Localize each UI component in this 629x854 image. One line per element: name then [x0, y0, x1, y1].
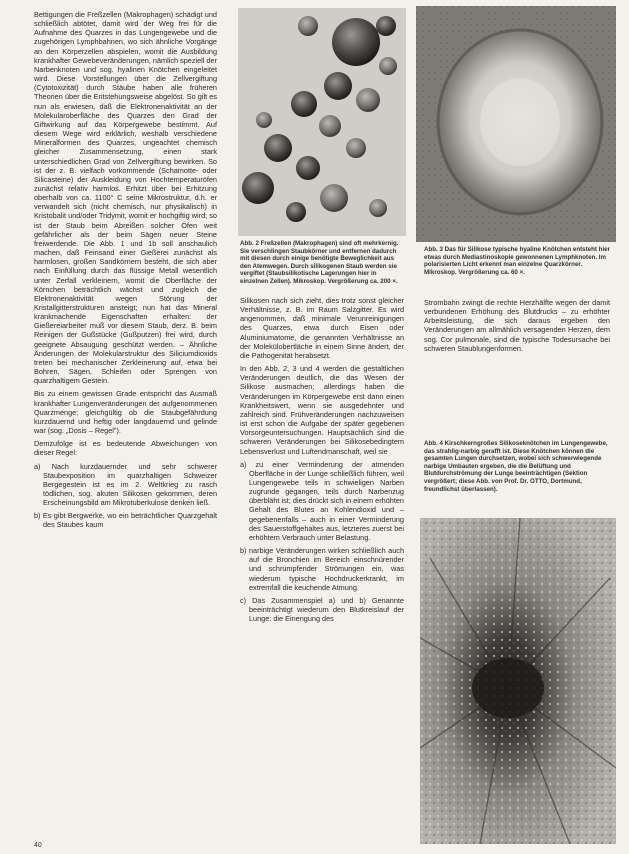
paragraph: In den Abb. 2, 3 und 4 werden die gestaltlichen Veränderungen deutlich, die das Wesen der Silikose ausmachen; allerdings haben die Veränderungen im Körpergewebe erst dann einen Krankheitswert, wenn sie ausgedehnter und zahlreich sind. Frühveränderungen nachzuweisen ist erst schon die Aufgabe der später gegebenen Vorsorgeuntersuchungen. Hauptsächlich sind die schweren Veränderungen bei Silikosebedingtem Lebensverlust und Luftendmanschaft, weil sie — [240, 364, 404, 456]
list-item: c) Das Zusammenspiel a) und b) Genannte beeinträchtigt wiederum den Blutkreislauf der Lunge: die Einengung des — [240, 595, 404, 624]
figure-2-macrophage-micrograph — [238, 8, 406, 236]
micrograph-image — [238, 8, 406, 236]
paragraph: Bis zu einem gewissen Grade entspricht das Ausmaß krankhafter Lungenveränderungen der aufgenommenen Quarzmenge; gleichgültig ob die Staubgefährdung kurzdauernd und heftig oder langdauernd und gelinde war (sog. „Dosis – Regel"). — [34, 389, 217, 436]
paragraph: Silikosen nach sich zieht, dies trotz sonst gleicher Verhältnisse, z. B. im Raum Salzgitter. Es wird angenommen, daß minimale Verunreinigungen des Quarzes, etwa durch Eisen oder Aluminiumatome, die genannten Verhältnisse an der Molekülobertläche in einem Sinne ändert, der die Pathogenität herabsetzt. — [240, 296, 404, 360]
list-item: a) zu einer Verminderung der atmenden Oberfläche in der Lunge schließlich führen, weil Lungengewebe teils in schwieligen Narben zugrunde gegangen, teils durch Narbenzug überbläht ist; dies drückt sich in einem erhöhten Gehalt des Blutes an Kohlendioxid und – gegebenenfalls – auch in einer Verminderung des Sauerstoffgehaltes aus, letzteres zuerst bei erhöhtem Verbrauch unter Belastung. — [240, 459, 404, 542]
list-item: b) Es gibt Bergwerke, wo ein beträchtlicher Quarzgehalt des Staubes kaum — [34, 511, 217, 530]
figure-2-caption: Abb. 2 Freßzellen (Makrophagen) sind oft mehrkernig. Sie verschlingen Staubkörner und entfernen dadurch mit diesen durch einige benötigte Beweglichkeit aus den Atemwegen. Durch silikogenen Staub werden sie vergiftet (Staubsilikotische Lagerungen hier in einzelnen Zellen). Mikroskop. Vergrößerung ca. 200 ×. — [240, 240, 399, 285]
figure-4-silicotic-nodule-photo — [420, 518, 616, 844]
text-column-left — [34, 10, 217, 836]
micrograph-image — [416, 6, 616, 242]
paragraph: Demzufolge ist es bedeutende Abweichungen von dieser Regel: — [34, 439, 217, 458]
paragraph: Bettigungen die Freßzellen (Makrophagen) schädigt und schließlich abtötet, damit wird der Weg frei für die Aufnahme des Quarzes in das Lungengewebe und die zugehörigen Lymphbahnen, wo sich ähnliche Vorgänge an den Körperzellen abspielen, womit die Ausbildung krankhafter Gewebeveränderungen, nämlich speziell der Narbenknoten und sog. hyalinen Knötchen eingeleitet wird. Diese Vorstellungen über die Zellvergiftung (Cytotoxizität) durch Stäube haben alle früheren Theorien über die Entstehungsweise abgelöst. So gilt es nun als erwiesen, daß die Elektronenaktivität an der Molekularoberfläche des Quarzes den Grad der Giftwirkung auf das Körpergewebe bestimmt. Auf diesem Wege wird erklärlich, weshalb verschiedene Mineralformen des Quarzes, ungeachtet chemisch gleicher Zusammensetzung, einen stark unterschiedlichen Grad von Zellvergiftung bewirken. So ist der z. B. vielfach vorkommende (Schamotte- oder Silicasteine) der Auskleidung von Hochtemperaturöfen zunächst relativ harmlos. Erhitzt über bei Erhitzung oberhalb von ca. 1100° C seine Mikrostruktur, d.h. er verwandelt sich (nicht chemisch, nur physikalisch) in Kristobalit und/oder Tridymit, womit er hochgiftig wird; so ist der Staub beim Abreißen solcher Öfen weit gefährlicher als der beim Sägen neuer Steine freiwerdende. Die Abb. 1 und 1b soll anschaulich machen, daß Feinsand einer Gießerei zunächst als harmlosen, großen Sandkörnern besteht, die sich aber nach Einfüllung durch das flüssige Metall wesentlich unter Zerfall verkleinern, womit die Oberfläche der Körnchen beträchtlich wächst und zugleich die Elektronenaktivität wegen Störung der Kristallgitterstrukturen ansteigt; nun hat das Mineral krankmachende Eigenschaften erhalten: der Gießereiarbeiter muß vor diesem Staub, derz. B. beim Reinigen der Gußstücke (Gußputzen) frei wird, durch geeignete Absaugung geschützt werden. – Ähnliche Änderungen der Molekularstruktur des Siliciumdioxids treten bei mechanischer Zerkleinerung auf, etwa bei Bohren, Sägen, Schleifen oder Sprengen von quarzhaltigem Gestein. — [34, 10, 217, 386]
page-number: 40 — [34, 842, 42, 849]
enumerated-list — [34, 462, 217, 530]
list-item: b) narbige Veränderungen wirken schließlich auch auf die Bronchien im Bereich einschnürender und schrumpfender Strömungen ein, was wiederum typische Hochdruckerkrankt, im extremfall die keuchende Atmung. — [240, 546, 404, 592]
micrograph-image — [420, 518, 616, 844]
figure-4-caption: Abb. 4 Kirschkerngroßes Silikoseknötchen im Lungengewebe, das strahlig-narbig gerafft ist. Diese Knötchen können die gesamten Lungen durchsetzen, wobei sich schwerwiegende narbige Umbauten ergeben, die die Belüftung und Blutdurchströmung der Lunge beeinträchtigen (Sektion vergrößert; diese Abb. von Prof. Dr. OTTO, Dortmund, freundlichst überlassen). — [424, 440, 608, 493]
enumerated-list — [240, 460, 404, 624]
paragraph: Strombahn zwingt die rechte Herzhälfte wegen der damit verbundenen Erhöhung des Blutdrucks – zu erhöhter Arbeitsleistung, die sich daraus ergeben den Veränderungen am allmählich versagenden Herzen, dem sog. Cor pulmonale, sind die typische Todesursache bei schweren Staublungenformen. — [424, 298, 610, 353]
figure-3-caption: Abb. 3 Das für Silikose typische hyaline Knötchen entsteht hier etwas durch Mediastinoskopie gewonnenen Lymphknoten. Im polarisierten Licht erkennt man einzelne Quarzkörner. Mikroskop. Vergrößerung ca. 60 ×. — [424, 246, 611, 276]
figure-3-hyaline-nodule-micrograph — [416, 6, 616, 242]
text-column-middle — [240, 296, 404, 836]
text-column-right — [424, 298, 610, 436]
list-item: a) Nach kurzdauernder und sehr schwerer Staubexposition im quarzhaltigen Schweizer Bergegestein ist es im 2. Weltkrieg zu rasch tödlichen, sog. akuten Silikosen gekommen, deren Erscheinungsbild am Mikrotuberkulose denken ließ. — [34, 461, 217, 508]
